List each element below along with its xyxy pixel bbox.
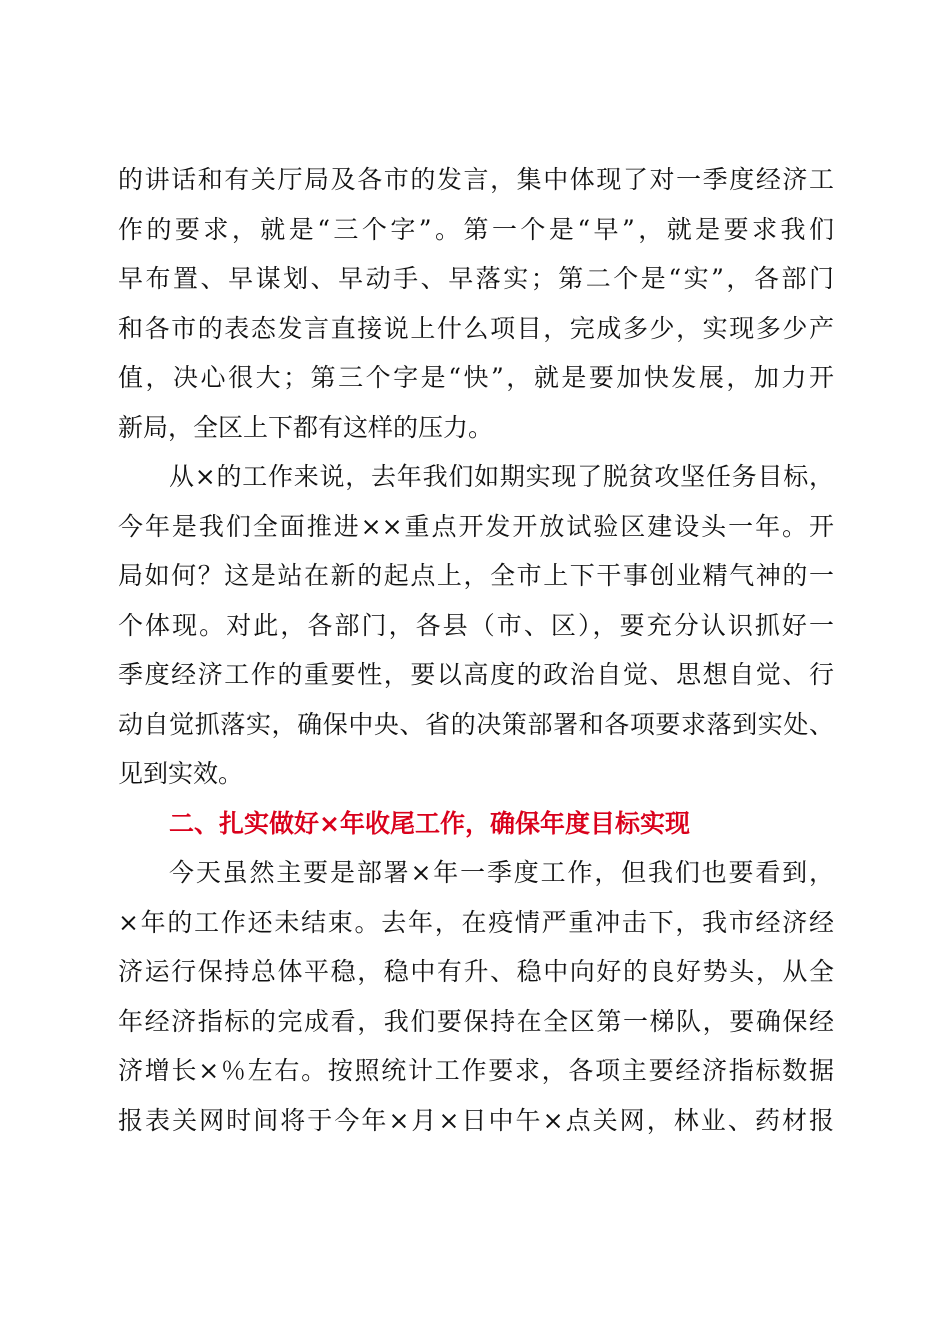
text-line: 值，决心很大；第三个字是“快”，就是要加快发展，加力开: [118, 363, 834, 392]
text-line: 动自觉抓落实，确保中央、省的决策部署和各项要求落到实处、: [118, 709, 834, 739]
text-line: 季度经济工作的重要性，要以高度的政治自觉、思想自觉、行: [118, 660, 834, 689]
text-line: 早布置、早谋划、早动手、早落实；第二个是“实”，各部门: [118, 264, 834, 293]
section-heading: 二、扎实做好×年收尾工作，确保年度目标实现: [169, 808, 690, 838]
text-line: 从×的工作来说，去年我们如期实现了脱贫攻坚任务目标，: [169, 462, 834, 491]
document-body: [118, 155, 834, 1145]
text-line: 济运行保持总体平稳，稳中有升、稳中向好的良好势头，从全: [118, 957, 834, 986]
text-line: ×年的工作还未结束。去年，在疫情严重冲击下，我市经济经: [118, 907, 834, 937]
text-line: 报表关网时间将于今年×月×日中午×点关网，林业、药材报: [118, 1105, 834, 1135]
paragraph-3: [118, 848, 834, 1145]
text-line: 作的要求，就是“三个字”。第一个是“早”，就是要求我们: [118, 214, 834, 244]
text-line: 今年是我们全面推进××重点开发开放试验区建设头一年。开: [118, 511, 834, 541]
text-line: 局如何？这是站在新的起点上，全市上下干事创业精气神的一: [118, 561, 834, 590]
paragraph-1: [118, 155, 834, 452]
text-line: 新局，全区上下都有这样的压力。: [118, 412, 494, 442]
text-line: 的讲话和有关厅局及各市的发言，集中体现了对一季度经济工: [118, 165, 834, 194]
paragraph-2: [118, 452, 834, 799]
text-line: 见到实效。: [118, 759, 244, 788]
text-line: 济增长×％左右。按照统计工作要求，各项主要经济指标数据: [118, 1056, 834, 1085]
text-line: 和各市的表态发言直接说上什么项目，完成多少，实现多少产: [118, 313, 834, 343]
text-line: 今天虽然主要是部署×年一季度工作，但我们也要看到，: [169, 858, 834, 887]
text-line: 年经济指标的完成看，我们要保持在全区第一梯队，要确保经: [118, 1006, 834, 1036]
text-line: 个体现。对此，各部门，各县（市、区），要充分认识抓好一: [118, 610, 834, 640]
